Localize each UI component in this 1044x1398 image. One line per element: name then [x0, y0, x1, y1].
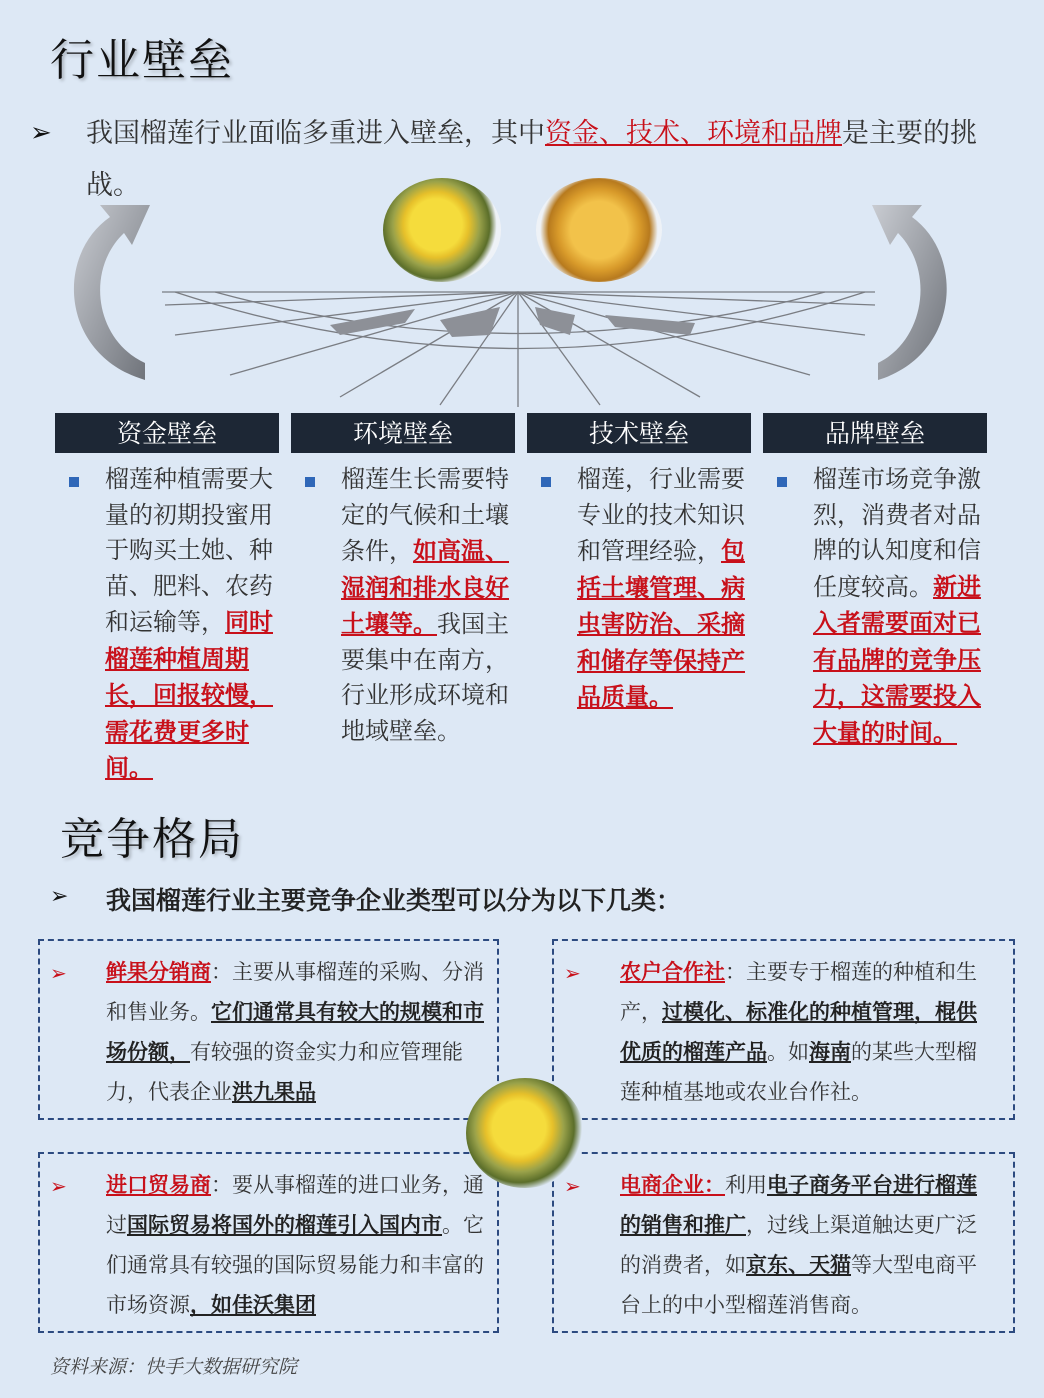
intro-text-end: 是主要的挑战。: [86, 118, 977, 201]
box-body: 的某些大型榴莲种植基地或农业台作社。: [620, 1040, 977, 1104]
intro-text: 我国榴莲行业面临多重进入壁垒，其中: [86, 118, 545, 149]
box-emphasis: 过模化、标准化的种植管理，棍供优质的榴莲产品: [620, 999, 977, 1064]
box-emphasis: 京东、天猫: [746, 1252, 851, 1277]
box-fresh-distributor: [38, 939, 499, 1120]
box-body: 利用: [725, 1173, 767, 1197]
section-title-barriers: 行业壁垒: [50, 35, 234, 86]
box-emphasis: 它们通常具有较大的规模和市场份额，: [106, 999, 484, 1064]
box-body: 要从事榴莲的进口业务，通过: [106, 1173, 484, 1237]
square-bullet-icon: [69, 477, 79, 487]
right-curved-arrow-icon: [872, 205, 947, 380]
box-body: 主要从事榴莲的采购、分消和售业务。: [106, 960, 484, 1024]
box-body: 主要专于榴莲的种植和生产，: [620, 960, 977, 1024]
box-label: 鲜果分销商: [106, 959, 211, 984]
column-text-brand: [813, 462, 983, 751]
box-text: [106, 1165, 486, 1325]
box-label: 电商企业：: [620, 1172, 725, 1197]
box-body: 等大型电商平台上的中小型榴莲消售商。: [620, 1253, 977, 1317]
column-body: 榴莲，行业需要专业的技术知识和管理经验，: [577, 465, 745, 565]
box-text: [106, 952, 486, 1112]
column-body: 榴莲市场竞争激烈，消费者对品牌的认知度和信任度较高。: [813, 465, 981, 601]
box-label: 农户合作社: [620, 959, 725, 984]
fan-lines: [162, 292, 875, 407]
fan-blades: [330, 307, 695, 337]
column-header-environment: 环境壁垒: [291, 413, 515, 453]
arrow-bullet-icon: ➢: [30, 118, 52, 148]
durian-whole-image: [536, 178, 662, 282]
column-tail: 我国主要集中在南方，行业形成环境和地域壁垒。: [341, 610, 509, 745]
box-colon: ：: [211, 960, 232, 984]
arrow-bullet-icon: ➢: [564, 961, 581, 985]
box-emphasis: ，如佳沃集团: [190, 1292, 316, 1317]
column-highlight: 如高温、湿润和排水良好土壤等。: [341, 536, 509, 638]
box-body: 。如: [767, 1040, 809, 1064]
intro-highlight: 资金、技术、环境和品牌: [545, 118, 842, 149]
square-bullet-icon: [305, 477, 315, 487]
left-curved-arrow-icon: [74, 205, 150, 380]
box-emphasis: 洪九果品: [232, 1079, 316, 1104]
section-title-competition: 竞争格局: [60, 814, 244, 865]
column-text-environment: [341, 462, 511, 749]
arrow-bullet-icon: ➢: [50, 884, 69, 909]
box-colon: ：: [725, 960, 746, 984]
column-text-technology: [577, 462, 747, 716]
box-farmer-cooperative: [552, 939, 1015, 1120]
box-body: 有较强的资金实力和应管理能力，代表企业: [106, 1040, 463, 1104]
column-highlight: 同时榴莲种植周期长，回报较慢，需花费更多时间。: [105, 607, 273, 782]
box-text: [620, 952, 990, 1112]
column-header-capital: 资金壁垒: [55, 413, 279, 453]
column-text-capital: [105, 462, 275, 787]
durian-center-image: [466, 1078, 584, 1188]
arrow-bullet-icon: ➢: [564, 1174, 581, 1198]
competition-subtitle: 我国榴莲行业主要竞争企业类型可以分为以下几类：: [106, 886, 682, 915]
box-colon: ：: [211, 1173, 232, 1197]
box-emphasis: 电子商务平台进行榴莲的销售和推广: [620, 1172, 977, 1237]
square-bullet-icon: [541, 477, 551, 487]
durian-open-image: [383, 178, 501, 282]
box-ecommerce: [552, 1152, 1015, 1333]
arrow-bullet-icon: ➢: [50, 961, 67, 985]
square-bullet-icon: [777, 477, 787, 487]
box-label: 进口贸易商: [106, 1172, 211, 1197]
box-emphasis: 海南: [809, 1039, 851, 1064]
arrow-bullet-icon: ➢: [50, 1174, 67, 1198]
column-header-technology: 技术壁垒: [527, 413, 751, 453]
source-footer: 资料来源：快手大数据研究院: [50, 1356, 298, 1378]
box-text: [620, 1165, 990, 1325]
fan-diagram: [0, 175, 1044, 410]
column-body: 榴莲生长需要特定的气候和土壤条件，: [341, 465, 509, 565]
box-emphasis: 国际贸易将国外的榴莲引入国内市: [127, 1212, 442, 1237]
box-body: ，过线上渠道触达更广泛的消费者，如: [620, 1213, 977, 1277]
column-highlight: 新进入者需要面对已有品牌的竞争压力，这需要投入大量的时间。: [813, 571, 981, 747]
column-header-brand: 品牌壁垒: [763, 413, 987, 453]
column-highlight: 包括土壤管理、病虫害防治、采摘和储存等保持产品质量。: [577, 536, 745, 711]
box-body: 。它们通常具有较强的国际贸易能力和丰富的市场资源: [106, 1213, 484, 1317]
box-import-trader: [38, 1152, 499, 1333]
column-body: 榴莲种植需要大量的初期投蜜用于购买土她、种苗、肥料、农药和运输等，: [105, 465, 273, 636]
